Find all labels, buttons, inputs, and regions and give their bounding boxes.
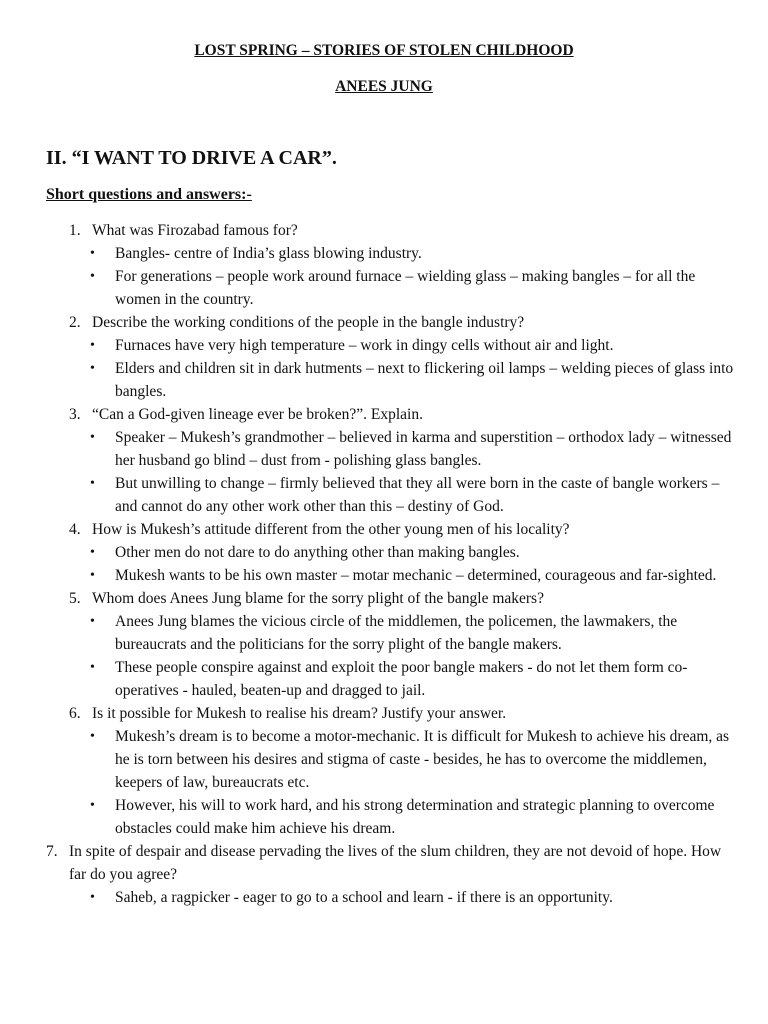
- question-text: Is it possible for Mukesh to realise his dream? Justify your answer.: [92, 705, 507, 722]
- bullet-text: Speaker – Mukesh’s grandmother – believed in karma and superstition – orthodox lady – witnessed her husband go blind – dust from - polishing glass bangles.: [115, 429, 732, 469]
- question-text: Describe the working conditions of the people in the bangle industry?: [92, 314, 525, 331]
- question-item: [0, 840, 768, 886]
- question-number: 6.: [69, 705, 81, 722]
- question-number: 4.: [69, 521, 81, 538]
- bullet-icon: •: [90, 729, 95, 744]
- bullet-text: Bangles- centre of India’s glass blowing industry.: [115, 245, 422, 262]
- bullet-text: But unwilling to change – firmly believed that they all were born in the caste of bangle workers – and cannot do any other work other than this – destiny of God.: [115, 475, 720, 515]
- question-text: “Can a God-given lineage ever be broken?”. Explain.: [92, 406, 423, 423]
- bullet-text: Furnaces have very high temperature – work in dingy cells without air and light.: [115, 337, 614, 354]
- bullet-icon: •: [90, 430, 95, 445]
- question-text: Whom does Anees Jung blame for the sorry plight of the bangle makers?: [92, 590, 544, 607]
- question-item: [0, 518, 768, 541]
- question-item: [0, 403, 768, 426]
- bullet-text: Elders and children sit in dark hutments – next to flickering oil lamps – welding pieces of glass into bangles.: [115, 360, 734, 400]
- bullet-text: Mukesh wants to be his own master – motar mechanic – determined, courageous and far-sighted.: [115, 567, 717, 584]
- bullet-icon: •: [90, 361, 95, 376]
- bullet-icon: •: [90, 476, 95, 491]
- question-item: [0, 702, 768, 725]
- question-text: In spite of despair and disease pervading the lives of the slum children, they are not devoid of hope. How far do you agree?: [69, 843, 722, 883]
- author-name: ANEES JUNG: [335, 78, 433, 95]
- bullet-icon: •: [90, 660, 95, 675]
- answer-bullet: [0, 265, 768, 311]
- bullet-text: Mukesh’s dream is to become a motor-mechanic. It is difficult for Mukesh to achieve his dream, as he is torn between his desires and stigma of caste - besides, he has to overcome the middlemen, keepers of law, bureaucrats etc.: [115, 728, 730, 791]
- answer-bullet: [0, 242, 768, 265]
- question-number: 1.: [69, 222, 81, 239]
- answer-bullet: [0, 334, 768, 357]
- section-title: II. “I WANT TO DRIVE A CAR”.: [46, 147, 337, 169]
- question-text: What was Firozabad famous for?: [92, 222, 298, 239]
- answer-bullet: [0, 472, 768, 518]
- bullet-text: Saheb, a ragpicker - eager to go to a school and learn - if there is an opportunity.: [115, 889, 613, 906]
- bullet-icon: •: [90, 568, 95, 583]
- answer-bullet: [0, 564, 768, 587]
- bullet-icon: •: [90, 269, 95, 284]
- question-text: How is Mukesh’s attitude different from the other young men of his locality?: [92, 521, 570, 538]
- answer-bullet: [0, 426, 768, 472]
- bullet-icon: •: [90, 545, 95, 560]
- question-item: [0, 219, 768, 242]
- bullet-icon: •: [90, 798, 95, 813]
- qa-list: [0, 219, 768, 909]
- bullet-icon: •: [90, 890, 95, 905]
- question-item: [0, 587, 768, 610]
- document-title: LOST SPRING – STORIES OF STOLEN CHILDHOOD: [194, 42, 574, 59]
- bullet-text: Other men do not dare to do anything other than making bangles.: [115, 544, 520, 561]
- answer-bullet: [0, 610, 768, 656]
- answer-bullet: [0, 794, 768, 840]
- question-number: 7.: [46, 843, 58, 860]
- answer-bullet: [0, 656, 768, 702]
- answer-bullet: [0, 357, 768, 403]
- bullet-icon: •: [90, 338, 95, 353]
- bullet-icon: •: [90, 246, 95, 261]
- bullet-text: For generations – people work around furnace – wielding glass – making bangles – for all the women in the country.: [115, 268, 696, 308]
- answer-bullet: [0, 886, 768, 909]
- bullet-text: These people conspire against and exploit the poor bangle makers - do not let them form co-operatives - hauled, beaten-up and dragged to jail.: [115, 659, 688, 699]
- bullet-icon: •: [90, 614, 95, 629]
- question-item: [0, 311, 768, 334]
- subheading: Short questions and answers:-: [46, 186, 252, 203]
- question-number: 2.: [69, 314, 81, 331]
- bullet-text: However, his will to work hard, and his strong determination and strategic planning to overcome obstacles could make him achieve his dream.: [115, 797, 715, 837]
- answer-bullet: [0, 725, 768, 794]
- question-number: 5.: [69, 590, 81, 607]
- question-number: 3.: [69, 406, 81, 423]
- answer-bullet: [0, 541, 768, 564]
- bullet-text: Anees Jung blames the vicious circle of the middlemen, the policemen, the lawmakers, the bureaucrats and the politicians for the sorry plight of the bangle makers.: [115, 613, 678, 653]
